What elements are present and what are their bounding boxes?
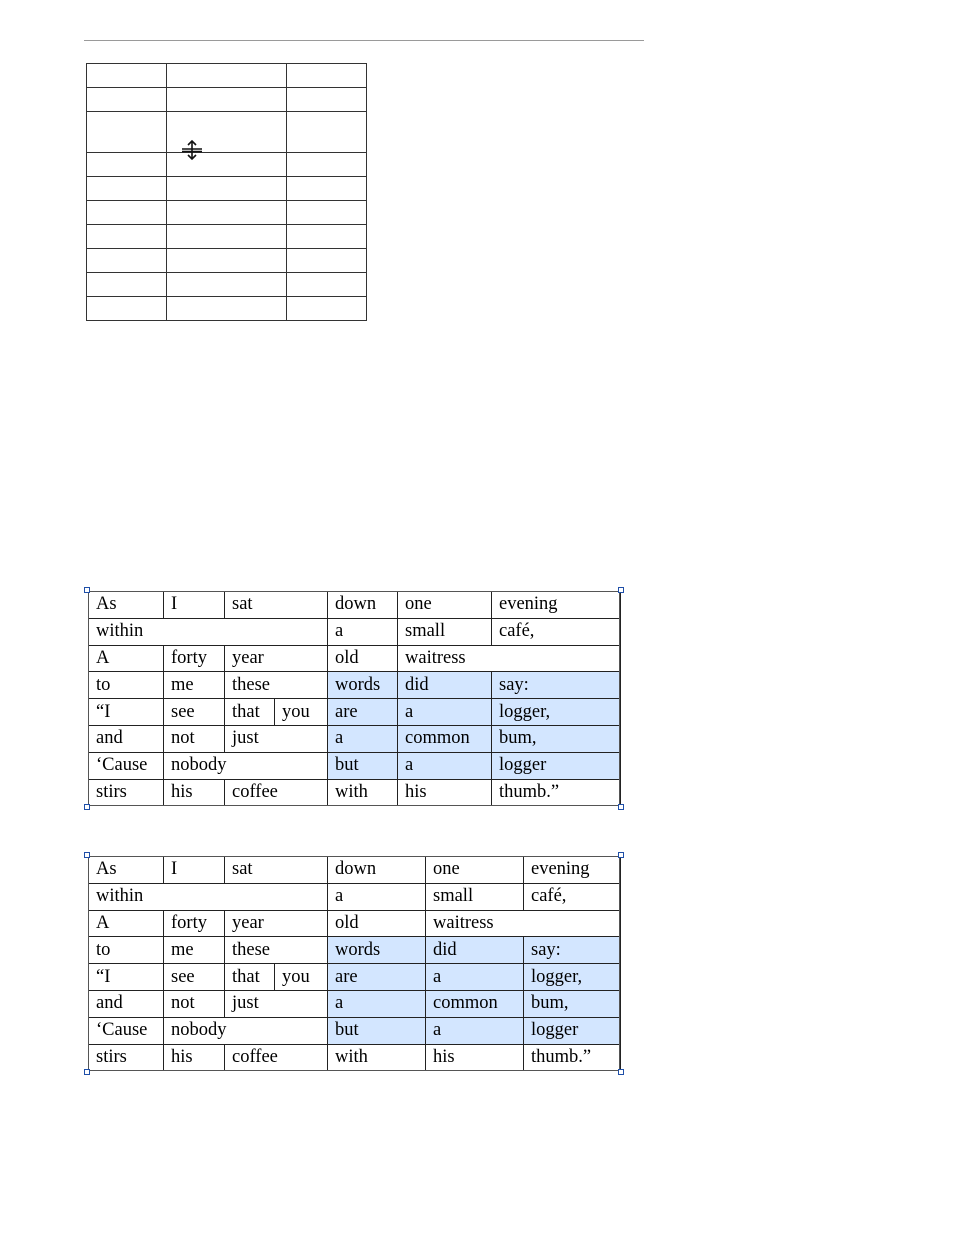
table-cell[interactable]: within bbox=[89, 618, 328, 645]
selected-cell[interactable]: common bbox=[398, 725, 492, 752]
table-cell[interactable]: As bbox=[89, 857, 164, 884]
table-cell[interactable]: his bbox=[426, 1044, 524, 1071]
selected-cell[interactable]: words bbox=[328, 937, 426, 964]
table-cell[interactable]: not bbox=[164, 725, 225, 752]
selected-cell[interactable]: bum, bbox=[524, 990, 621, 1017]
table-row bbox=[89, 618, 621, 645]
table-cell[interactable] bbox=[87, 153, 167, 177]
table-cell[interactable] bbox=[87, 64, 167, 88]
table-cell[interactable]: down bbox=[328, 592, 398, 619]
table-cell[interactable]: A bbox=[89, 645, 164, 672]
table-cell[interactable]: not bbox=[164, 990, 225, 1017]
resize-handle-bottom-right[interactable] bbox=[618, 1069, 624, 1075]
selected-cell[interactable]: a bbox=[328, 725, 398, 752]
table-cell[interactable]: thumb.” bbox=[524, 1044, 621, 1071]
resize-handle-top-left[interactable] bbox=[84, 852, 90, 858]
table-cell[interactable]: evening bbox=[492, 592, 621, 619]
table-cell[interactable]: forty bbox=[164, 645, 225, 672]
table-cell[interactable]: thumb.” bbox=[492, 779, 621, 806]
selected-cell[interactable]: a bbox=[398, 699, 492, 726]
selected-cell[interactable]: a bbox=[426, 964, 524, 991]
selected-cell[interactable]: did bbox=[426, 937, 524, 964]
resize-handle-top-right[interactable] bbox=[618, 587, 624, 593]
table-cell[interactable]: see bbox=[164, 964, 225, 991]
table-row bbox=[89, 857, 621, 884]
page-top-rule bbox=[84, 40, 644, 41]
table-cell[interactable]: that bbox=[225, 964, 275, 991]
table-cell[interactable]: waitress bbox=[426, 910, 621, 937]
table-cell[interactable]: his bbox=[398, 779, 492, 806]
table-row bbox=[89, 699, 621, 726]
selected-cell[interactable]: but bbox=[328, 1017, 426, 1044]
table-cell[interactable] bbox=[287, 249, 367, 273]
selected-cell[interactable]: a bbox=[398, 752, 492, 779]
table-cell[interactable]: coffee bbox=[225, 779, 328, 806]
table-cell[interactable] bbox=[87, 201, 167, 225]
table-row bbox=[89, 1017, 621, 1044]
table-cell[interactable]: a bbox=[328, 883, 426, 910]
selected-cell[interactable]: but bbox=[328, 752, 398, 779]
table-row bbox=[89, 990, 621, 1017]
resize-handle-top-left[interactable] bbox=[84, 587, 90, 593]
table-cell[interactable] bbox=[287, 64, 367, 88]
table-row bbox=[89, 779, 621, 806]
table-cell[interactable]: A bbox=[89, 910, 164, 937]
table-cell[interactable] bbox=[87, 273, 167, 297]
table-cell[interactable]: ‘Cause bbox=[89, 1017, 164, 1044]
table-cell[interactable]: you bbox=[275, 964, 328, 991]
resize-handle-bottom-right[interactable] bbox=[618, 804, 624, 810]
empty-table-grid[interactable] bbox=[86, 63, 367, 321]
table-cell[interactable]: As bbox=[89, 592, 164, 619]
table-cell[interactable]: me bbox=[164, 672, 225, 699]
table-cell[interactable]: café, bbox=[524, 883, 621, 910]
table-cell[interactable]: see bbox=[164, 699, 225, 726]
table-cell[interactable] bbox=[287, 273, 367, 297]
table-cell[interactable] bbox=[287, 177, 367, 201]
table-cell[interactable] bbox=[167, 249, 287, 273]
table-row bbox=[89, 592, 621, 619]
table-cell[interactable]: year bbox=[225, 645, 328, 672]
table-cell[interactable] bbox=[167, 297, 287, 321]
selected-cell[interactable]: logger, bbox=[492, 699, 621, 726]
table-cell[interactable]: to bbox=[89, 672, 164, 699]
table-cell[interactable]: and bbox=[89, 725, 164, 752]
table-cell[interactable]: waitress bbox=[398, 645, 621, 672]
table-cell[interactable]: you bbox=[275, 699, 328, 726]
table-cell[interactable]: I bbox=[164, 592, 225, 619]
table-cell[interactable] bbox=[167, 225, 287, 249]
selected-cell[interactable]: did bbox=[398, 672, 492, 699]
table-cell[interactable]: stirs bbox=[89, 779, 164, 806]
table-cell[interactable]: one bbox=[426, 857, 524, 884]
table-cell[interactable] bbox=[287, 297, 367, 321]
table-cell[interactable] bbox=[167, 64, 287, 88]
selected-cell[interactable]: say: bbox=[492, 672, 621, 699]
table-cell[interactable]: nobody bbox=[164, 752, 328, 779]
table-cell[interactable]: “I bbox=[89, 699, 164, 726]
table-cell[interactable]: to bbox=[89, 937, 164, 964]
table-cell[interactable]: these bbox=[225, 672, 328, 699]
table-row bbox=[89, 937, 621, 964]
table-cell[interactable]: evening bbox=[524, 857, 621, 884]
row-resize-cursor-icon bbox=[181, 139, 203, 161]
table-cell[interactable] bbox=[287, 225, 367, 249]
table-cell[interactable]: sat bbox=[225, 857, 328, 884]
selected-cell[interactable]: common bbox=[426, 990, 524, 1017]
table-row bbox=[89, 883, 621, 910]
table-cell[interactable] bbox=[287, 88, 367, 112]
table-cell[interactable]: old bbox=[328, 910, 426, 937]
table-cell[interactable] bbox=[87, 177, 167, 201]
table-cell[interactable] bbox=[167, 201, 287, 225]
poem-table-1-grid[interactable] bbox=[88, 591, 621, 806]
table-cell[interactable]: down bbox=[328, 857, 426, 884]
table-cell[interactable]: me bbox=[164, 937, 225, 964]
table-cell[interactable]: “I bbox=[89, 964, 164, 991]
selected-cell[interactable]: say: bbox=[524, 937, 621, 964]
selected-cell[interactable]: words bbox=[328, 672, 398, 699]
table-cell[interactable]: just bbox=[225, 990, 328, 1017]
table-cell[interactable]: small bbox=[426, 883, 524, 910]
table-cell[interactable]: forty bbox=[164, 910, 225, 937]
table-cell[interactable] bbox=[167, 177, 287, 201]
table-cell[interactable]: his bbox=[164, 779, 225, 806]
selected-cell[interactable]: are bbox=[328, 699, 398, 726]
table-cell[interactable]: with bbox=[328, 1044, 426, 1071]
table-cell[interactable] bbox=[87, 297, 167, 321]
table-cell[interactable]: these bbox=[225, 937, 328, 964]
table-cell[interactable] bbox=[287, 201, 367, 225]
table-cell[interactable] bbox=[87, 249, 167, 273]
table-cell[interactable]: small bbox=[398, 618, 492, 645]
resize-handle-top-right[interactable] bbox=[618, 852, 624, 858]
poem-table-2[interactable] bbox=[88, 856, 620, 1071]
selected-cell[interactable]: bum, bbox=[492, 725, 621, 752]
table-row bbox=[89, 725, 621, 752]
table-cell[interactable]: nobody bbox=[164, 1017, 328, 1044]
poem-table-1[interactable] bbox=[88, 591, 620, 806]
table-cell[interactable] bbox=[167, 273, 287, 297]
selected-cell[interactable]: a bbox=[426, 1017, 524, 1044]
table-cell[interactable]: a bbox=[328, 618, 398, 645]
table-cell[interactable]: within bbox=[89, 883, 328, 910]
table-cell[interactable]: year bbox=[225, 910, 328, 937]
selected-cell[interactable]: are bbox=[328, 964, 426, 991]
table-cell[interactable]: that bbox=[225, 699, 275, 726]
poem-table-2-grid[interactable] bbox=[88, 856, 621, 1071]
table-cell[interactable] bbox=[287, 112, 367, 153]
table-row bbox=[89, 1044, 621, 1071]
selected-cell[interactable]: a bbox=[328, 990, 426, 1017]
table-cell[interactable]: his bbox=[164, 1044, 225, 1071]
empty-table[interactable] bbox=[86, 63, 367, 321]
table-row bbox=[89, 910, 621, 937]
table-cell[interactable]: and bbox=[89, 990, 164, 1017]
table-cell[interactable] bbox=[167, 88, 287, 112]
table-row bbox=[89, 752, 621, 779]
table-cell[interactable]: just bbox=[225, 725, 328, 752]
table-cell[interactable]: stirs bbox=[89, 1044, 164, 1071]
table-cell[interactable] bbox=[87, 225, 167, 249]
table-cell[interactable] bbox=[287, 153, 367, 177]
resize-handle-bottom-left[interactable] bbox=[84, 804, 90, 810]
table-cell[interactable]: old bbox=[328, 645, 398, 672]
resize-handle-bottom-left[interactable] bbox=[84, 1069, 90, 1075]
table-cell[interactable]: one bbox=[398, 592, 492, 619]
table-cell[interactable]: café, bbox=[492, 618, 621, 645]
table-cell[interactable]: I bbox=[164, 857, 225, 884]
selected-cell[interactable]: logger, bbox=[524, 964, 621, 991]
table-cell[interactable]: sat bbox=[225, 592, 328, 619]
selected-cell[interactable]: logger bbox=[524, 1017, 621, 1044]
table-cell[interactable]: with bbox=[328, 779, 398, 806]
table-row bbox=[89, 645, 621, 672]
table-cell[interactable]: coffee bbox=[225, 1044, 328, 1071]
selected-cell[interactable]: logger bbox=[492, 752, 621, 779]
table-cell[interactable]: ‘Cause bbox=[89, 752, 164, 779]
table-row bbox=[89, 672, 621, 699]
table-cell[interactable] bbox=[87, 112, 167, 153]
table-cell[interactable] bbox=[87, 88, 167, 112]
table-row bbox=[89, 964, 621, 991]
